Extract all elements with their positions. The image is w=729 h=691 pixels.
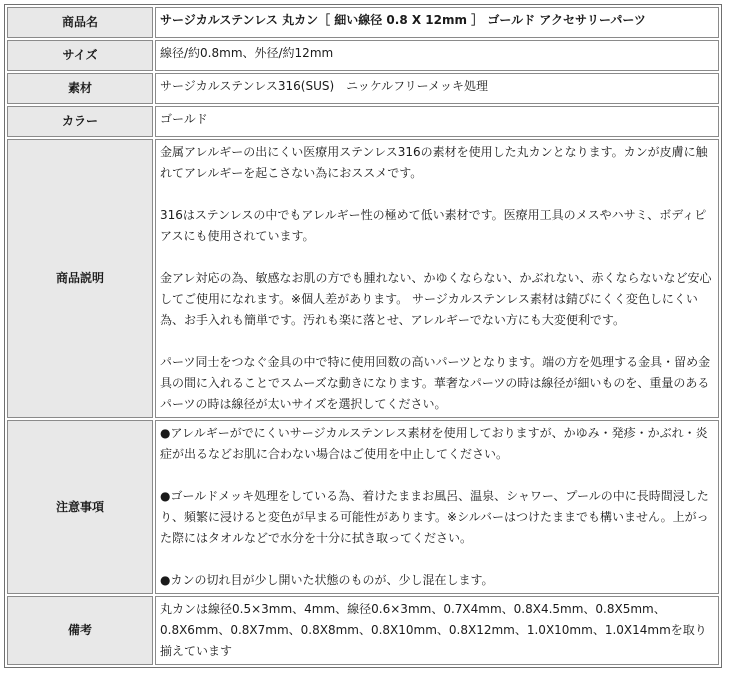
description-paragraph: パーツ同士をつなぐ金具の中で特に使用回数の高いパーツとなります。端の方を処理する金具・留め金具の間に入れることでスムーズな動きになります。華奢なパーツの時は線径が細いものを、重量のあるパーツの時は線径が太いサイズを選択してください。: [160, 355, 711, 411]
label-material: 素材: [7, 73, 153, 104]
description-paragraph: 316はステンレスの中でもアレルギー性の極めて低い素材です。医療用工具のメスやハサミ、ボディピアスにも使用されています。: [160, 208, 707, 243]
product-spec-table: [4, 4, 722, 668]
remarks-text: 丸カンは線径0.5×3mm、4mm、線径0.6×3mm、0.7X4mm、0.8X4.5mm、0.8X5mm、0.8X6mm、0.8X7mm、0.8X8mm、0.8X10mm、0.8X12mm、1.0X10mm、1.0X14mmを取り揃えています: [160, 602, 707, 658]
label-product-name: 商品名: [7, 7, 153, 38]
material-text: サージカルステンレス316(SUS) ニッケルフリーメッキ処理: [160, 79, 489, 93]
row-material: [7, 73, 719, 104]
label-color: カラー: [7, 106, 153, 137]
label-size: サイズ: [7, 40, 153, 71]
row-remarks: [7, 596, 719, 665]
value-description: [155, 139, 719, 418]
value-size: [155, 40, 719, 71]
value-remarks: [155, 596, 719, 665]
precaution-item: ●アレルギーがでにくいサージカルステンレス素材を使用しておりますが、かゆみ・発疹・かぶれ・炎症が出るなどお肌に合わない場合はご使用を中止してください。: [160, 426, 708, 461]
row-precautions: [7, 420, 719, 594]
description-paragraph: 金属アレルギーの出にくい医療用ステンレス316の素材を使用した丸カンとなります。カンが皮膚に触れてアレルギーを起こさない為におススメです。: [160, 145, 708, 180]
label-description: 商品説明: [7, 139, 153, 418]
value-color: [155, 106, 719, 137]
row-description: [7, 139, 719, 418]
value-material: [155, 73, 719, 104]
value-product-name: [155, 7, 719, 38]
product-name-text: サージカルステンレス 丸カン［ 細い線径 0.8 X 12mm ］ ゴールド アクセサリーパーツ: [160, 13, 646, 27]
description-paragraph: 金アレ対応の為、敏感なお肌の方でも腫れない、かゆくならない、かぶれない、赤くならないなど安心してご使用になれます。※個人差があります。 サージカルステンレス素材は錆びにくく変色しにくい為、お手入れも簡単です。汚れも楽に落とせ、アレルギーでない方にも大変便利です。: [160, 271, 712, 327]
label-remarks: 備考: [7, 596, 153, 665]
size-text: 線径/約0.8mm、外径/約12mm: [160, 46, 334, 60]
row-product-name: [7, 7, 719, 38]
precaution-item: ●ゴールドメッキ処理をしている為、着けたままお風呂、温泉、シャワー、プールの中に長時間浸したり、頻繁に浸けると変色が早まる可能性があります。※シルバーはつけたままでも構いません。上がった際にはタオルなどで水分を十分に拭き取ってください。: [160, 489, 709, 545]
value-precautions: [155, 420, 719, 594]
color-text: ゴールド: [160, 112, 208, 126]
label-precautions: 注意事項: [7, 420, 153, 594]
row-size: [7, 40, 719, 71]
precaution-item: ●カンの切れ目が少し開いた状態のものが、少し混在します。: [160, 573, 494, 587]
row-color: [7, 106, 719, 137]
